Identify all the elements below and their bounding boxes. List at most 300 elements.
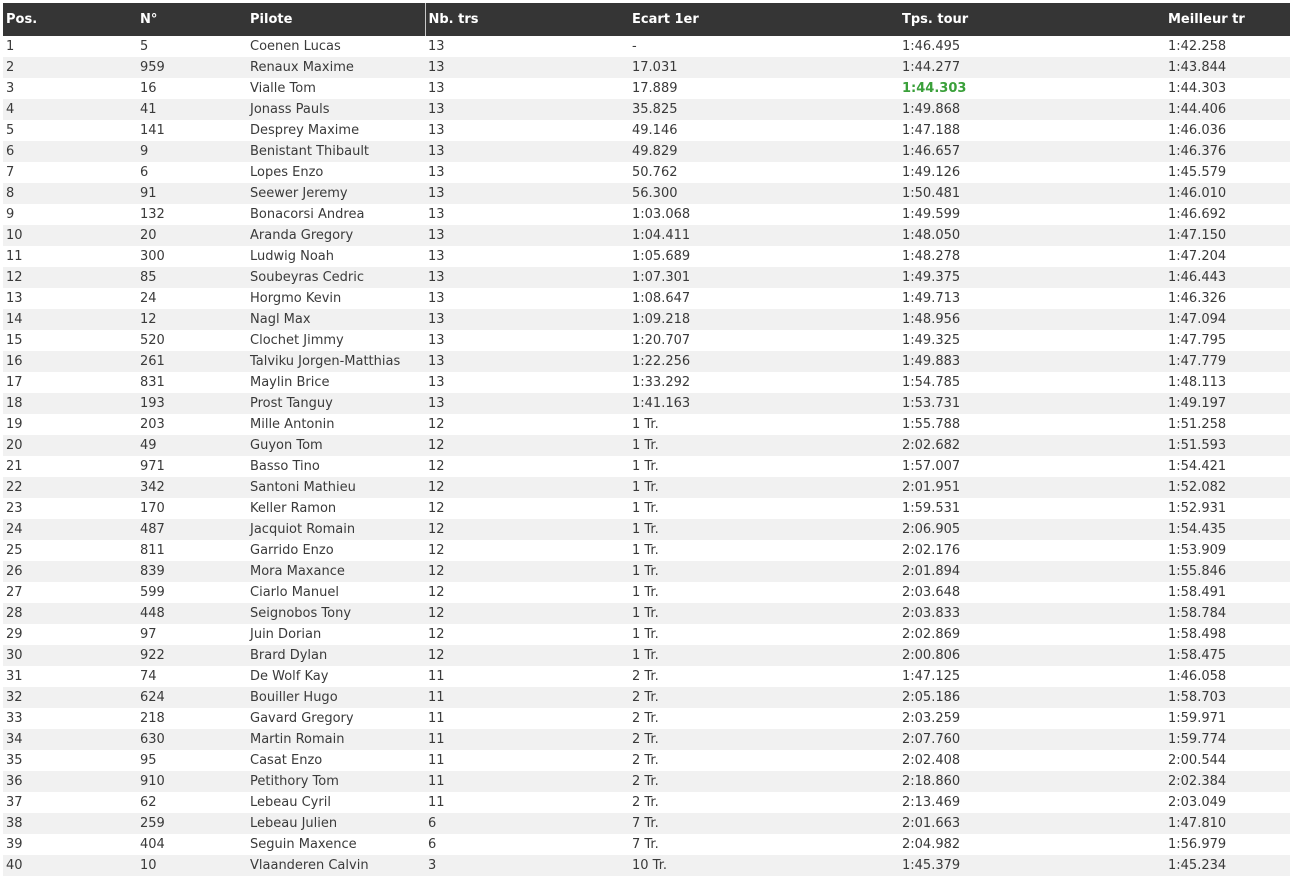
cell-number: 487 [140, 522, 165, 537]
cell-best-lap: 1:59.774 [1168, 732, 1227, 747]
cell-lap-time: 2:05.186 [902, 690, 961, 705]
cell-position: 37 [6, 795, 23, 810]
cell-laps: 11 [428, 795, 445, 810]
cell-best-lap: 2:02.384 [1168, 774, 1227, 789]
cell-best-lap: 1:59.971 [1168, 711, 1227, 726]
cell-laps: 13 [428, 333, 445, 348]
cell-pilot: De Wolf Kay [250, 669, 329, 684]
cell-number: 404 [140, 837, 165, 852]
table-row[interactable] [3, 120, 1290, 141]
cell-gap-to-leader: 50.762 [632, 165, 678, 180]
cell-gap-to-leader: 35.825 [632, 102, 678, 117]
cell-best-lap: 1:58.475 [1168, 648, 1227, 663]
cell-best-lap: 1:51.258 [1168, 417, 1227, 432]
cell-number: 259 [140, 816, 165, 831]
cell-position: 1 [6, 39, 15, 54]
cell-position: 5 [6, 123, 15, 138]
table-row[interactable] [3, 141, 1290, 162]
table-row[interactable] [3, 813, 1290, 834]
cell-best-lap: 1:46.010 [1168, 186, 1227, 201]
cell-position: 13 [6, 291, 23, 306]
cell-lap-time: 2:13.469 [902, 795, 961, 810]
cell-best-lap: 1:48.113 [1168, 375, 1227, 390]
cell-lap-time: 1:49.126 [902, 165, 961, 180]
cell-gap-to-leader: 17.031 [632, 60, 678, 75]
header-laps[interactable]: Nb. trs [428, 12, 479, 27]
cell-best-lap: 1:58.784 [1168, 606, 1227, 621]
cell-pilot: Gavard Gregory [250, 711, 354, 726]
cell-gap-to-leader: 1:05.689 [632, 249, 691, 264]
cell-lap-time: 1:49.713 [902, 291, 961, 306]
cell-lap-time: 2:01.894 [902, 564, 961, 579]
cell-laps: 13 [428, 102, 445, 117]
table-row[interactable] [3, 393, 1290, 414]
cell-best-lap: 1:55.846 [1168, 564, 1227, 579]
table-row[interactable] [3, 288, 1290, 309]
cell-gap-to-leader: 1 Tr. [632, 564, 659, 579]
cell-number: 448 [140, 606, 165, 621]
cell-laps: 11 [428, 690, 445, 705]
cell-number: 193 [140, 396, 165, 411]
cell-number: 16 [140, 81, 157, 96]
table-row[interactable] [3, 246, 1290, 267]
cell-lap-time: 1:49.375 [902, 270, 961, 285]
table-row[interactable] [3, 624, 1290, 645]
cell-number: 218 [140, 711, 165, 726]
cell-position: 35 [6, 753, 23, 768]
cell-pilot: Clochet Jimmy [250, 333, 344, 348]
cell-best-lap: 1:56.979 [1168, 837, 1227, 852]
cell-position: 27 [6, 585, 23, 600]
cell-laps: 13 [428, 354, 445, 369]
cell-position: 30 [6, 648, 23, 663]
cell-number: 97 [140, 627, 157, 642]
cell-number: 971 [140, 459, 165, 474]
table-row[interactable] [3, 183, 1290, 204]
cell-position: 8 [6, 186, 15, 201]
table-row[interactable] [3, 351, 1290, 372]
cell-gap-to-leader: 1 Tr. [632, 585, 659, 600]
cell-laps: 13 [428, 312, 445, 327]
table-row[interactable] [3, 225, 1290, 246]
cell-number: 831 [140, 375, 165, 390]
table-row[interactable] [3, 309, 1290, 330]
cell-gap-to-leader: 1 Tr. [632, 501, 659, 516]
cell-gap-to-leader: 1:08.647 [632, 291, 691, 306]
cell-pilot: Bouiller Hugo [250, 690, 338, 705]
table-row[interactable] [3, 687, 1290, 708]
table-row[interactable] [3, 750, 1290, 771]
cell-pilot: Lebeau Julien [250, 816, 338, 831]
table-row[interactable] [3, 414, 1290, 435]
cell-number: 170 [140, 501, 165, 516]
cell-best-lap: 1:43.844 [1168, 60, 1227, 75]
cell-laps: 6 [428, 837, 437, 852]
header-lap-time[interactable]: Tps. tour [902, 12, 969, 27]
cell-lap-time: 1:49.868 [902, 102, 961, 117]
cell-lap-time: 2:03.648 [902, 585, 961, 600]
cell-pilot: Jonass Pauls [250, 102, 330, 117]
cell-pilot: Prost Tanguy [250, 396, 333, 411]
cell-number: 74 [140, 669, 157, 684]
cell-pilot: Brard Dylan [250, 648, 328, 663]
cell-pilot: Desprey Maxime [250, 123, 360, 138]
table-row[interactable] [3, 36, 1290, 57]
table-row[interactable] [3, 78, 1290, 99]
cell-lap-time: 1:57.007 [902, 459, 961, 474]
cell-gap-to-leader: 1:09.218 [632, 312, 691, 327]
cell-position: 14 [6, 312, 23, 327]
cell-laps: 13 [428, 375, 445, 390]
cell-best-lap: 1:46.376 [1168, 144, 1227, 159]
table-row[interactable] [3, 771, 1290, 792]
cell-lap-time: 2:01.951 [902, 480, 961, 495]
cell-laps: 6 [428, 816, 437, 831]
cell-lap-time: 2:02.869 [902, 627, 961, 642]
header-row [3, 3, 1290, 36]
cell-best-lap: 1:46.326 [1168, 291, 1227, 306]
table-row[interactable] [3, 267, 1290, 288]
table-row[interactable] [3, 582, 1290, 603]
cell-position: 21 [6, 459, 23, 474]
table-row[interactable] [3, 456, 1290, 477]
cell-number: 624 [140, 690, 165, 705]
cell-lap-time: 1:47.188 [902, 123, 961, 138]
cell-gap-to-leader: 49.146 [632, 123, 678, 138]
cell-gap-to-leader: 10 Tr. [632, 858, 667, 873]
cell-pilot: Keller Ramon [250, 501, 337, 516]
table-body [3, 36, 1290, 876]
cell-pilot: Petithory Tom [250, 774, 339, 789]
cell-pilot: Guyon Tom [250, 438, 323, 453]
cell-pilot: Ludwig Noah [250, 249, 335, 264]
cell-gap-to-leader: 2 Tr. [632, 795, 659, 810]
cell-pilot: Aranda Gregory [250, 228, 354, 243]
cell-position: 10 [6, 228, 23, 243]
cell-laps: 12 [428, 648, 445, 663]
race-results-table [3, 3, 1290, 876]
cell-laps: 13 [428, 186, 445, 201]
cell-lap-time: 1:49.599 [902, 207, 961, 222]
cell-laps: 11 [428, 732, 445, 747]
cell-gap-to-leader: 2 Tr. [632, 732, 659, 747]
cell-pilot: Maylin Brice [250, 375, 330, 390]
cell-pilot: Juin Dorian [250, 627, 322, 642]
cell-position: 26 [6, 564, 23, 579]
cell-lap-time: 1:47.125 [902, 669, 961, 684]
cell-lap-time: 1:54.785 [902, 375, 961, 390]
cell-pilot: Benistant Thibault [250, 144, 370, 159]
cell-number: 24 [140, 291, 157, 306]
cell-position: 12 [6, 270, 23, 285]
cell-laps: 13 [428, 291, 445, 306]
header-gap-to-leader[interactable]: Ecart 1er [632, 12, 699, 27]
cell-laps: 13 [428, 165, 445, 180]
cell-number: 922 [140, 648, 165, 663]
cell-best-lap: 1:42.258 [1168, 39, 1227, 54]
table-row[interactable] [3, 666, 1290, 687]
table-row[interactable] [3, 372, 1290, 393]
cell-number: 839 [140, 564, 165, 579]
table-row[interactable] [3, 645, 1290, 666]
cell-lap-time: 1:44.303 [902, 81, 967, 96]
cell-best-lap: 1:52.931 [1168, 501, 1227, 516]
cell-laps: 11 [428, 669, 445, 684]
cell-gap-to-leader: 49.829 [632, 144, 678, 159]
cell-gap-to-leader: 2 Tr. [632, 669, 659, 684]
table-row[interactable] [3, 204, 1290, 225]
cell-position: 18 [6, 396, 23, 411]
cell-best-lap: 2:03.049 [1168, 795, 1227, 810]
cell-pilot: Seewer Jeremy [250, 186, 348, 201]
header-position[interactable]: Pos. [6, 12, 38, 27]
cell-pilot: Santoni Mathieu [250, 480, 356, 495]
cell-best-lap: 1:52.082 [1168, 480, 1227, 495]
cell-lap-time: 2:02.408 [902, 753, 961, 768]
cell-laps: 13 [428, 123, 445, 138]
cell-gap-to-leader: 1:03.068 [632, 207, 691, 222]
cell-gap-to-leader: 1 Tr. [632, 648, 659, 663]
cell-best-lap: 1:51.593 [1168, 438, 1227, 453]
cell-best-lap: 1:46.692 [1168, 207, 1227, 222]
cell-gap-to-leader: 2 Tr. [632, 690, 659, 705]
cell-laps: 13 [428, 144, 445, 159]
table-row[interactable] [3, 330, 1290, 351]
cell-number: 132 [140, 207, 165, 222]
cell-best-lap: 1:54.435 [1168, 522, 1227, 537]
cell-pilot: Talviku Jorgen-Matthias [250, 354, 401, 369]
cell-pilot: Lebeau Cyril [250, 795, 331, 810]
cell-number: 85 [140, 270, 157, 285]
cell-gap-to-leader: 1:04.411 [632, 228, 691, 243]
cell-lap-time: 1:55.788 [902, 417, 961, 432]
cell-pilot: Nagl Max [250, 312, 311, 327]
cell-gap-to-leader: 1 Tr. [632, 606, 659, 621]
cell-pilot: Coenen Lucas [250, 39, 341, 54]
cell-laps: 11 [428, 774, 445, 789]
cell-lap-time: 2:03.833 [902, 606, 961, 621]
cell-laps: 3 [428, 858, 437, 873]
header-pilot[interactable]: Pilote [247, 3, 425, 36]
table-row[interactable] [3, 519, 1290, 540]
table-row[interactable] [3, 792, 1290, 813]
cell-laps: 13 [428, 60, 445, 75]
cell-laps: 13 [428, 270, 445, 285]
cell-pilot: Martin Romain [250, 732, 345, 747]
cell-gap-to-leader: 1:20.707 [632, 333, 691, 348]
table-row[interactable] [3, 435, 1290, 456]
cell-position: 32 [6, 690, 23, 705]
cell-position: 29 [6, 627, 23, 642]
cell-position: 20 [6, 438, 23, 453]
cell-best-lap: 1:47.810 [1168, 816, 1227, 831]
cell-laps: 12 [428, 627, 445, 642]
cell-position: 38 [6, 816, 23, 831]
cell-gap-to-leader: - [632, 39, 637, 54]
cell-pilot: Mora Maxance [250, 564, 345, 579]
cell-laps: 13 [428, 396, 445, 411]
cell-best-lap: 1:45.234 [1168, 858, 1227, 873]
table-row[interactable] [3, 498, 1290, 519]
cell-best-lap: 1:47.150 [1168, 228, 1227, 243]
cell-best-lap: 1:45.579 [1168, 165, 1227, 180]
cell-number: 811 [140, 543, 165, 558]
table-row[interactable] [3, 99, 1290, 120]
cell-laps: 13 [428, 39, 445, 54]
cell-position: 9 [6, 207, 15, 222]
table-row[interactable] [3, 561, 1290, 582]
cell-gap-to-leader: 1 Tr. [632, 438, 659, 453]
cell-best-lap: 1:53.909 [1168, 543, 1227, 558]
cell-best-lap: 1:58.498 [1168, 627, 1227, 642]
cell-position: 2 [6, 60, 15, 75]
cell-lap-time: 1:46.495 [902, 39, 961, 54]
cell-number: 49 [140, 438, 157, 453]
cell-pilot: Casat Enzo [250, 753, 323, 768]
cell-position: 16 [6, 354, 23, 369]
cell-best-lap: 2:00.544 [1168, 753, 1227, 768]
table-row[interactable] [3, 57, 1290, 78]
cell-gap-to-leader: 7 Tr. [632, 837, 659, 852]
cell-number: 203 [140, 417, 165, 432]
cell-number: 10 [140, 858, 157, 873]
cell-lap-time: 1:48.956 [902, 312, 961, 327]
table-row[interactable] [3, 708, 1290, 729]
table-row[interactable] [3, 834, 1290, 855]
cell-position: 31 [6, 669, 23, 684]
cell-laps: 12 [428, 564, 445, 579]
cell-best-lap: 1:54.421 [1168, 459, 1227, 474]
cell-position: 36 [6, 774, 23, 789]
cell-gap-to-leader: 1 Tr. [632, 480, 659, 495]
cell-laps: 13 [428, 207, 445, 222]
table-row[interactable] [3, 729, 1290, 750]
cell-pilot: Seignobos Tony [250, 606, 352, 621]
cell-number: 630 [140, 732, 165, 747]
race-results-table-container [3, 3, 1290, 877]
table-row[interactable] [3, 855, 1290, 876]
cell-position: 6 [6, 144, 15, 159]
cell-number: 141 [140, 123, 165, 138]
cell-lap-time: 2:18.860 [902, 774, 961, 789]
cell-lap-time: 1:45.379 [902, 858, 961, 873]
cell-position: 7 [6, 165, 15, 180]
cell-gap-to-leader: 17.889 [632, 81, 678, 96]
cell-lap-time: 2:02.682 [902, 438, 961, 453]
cell-laps: 12 [428, 501, 445, 516]
cell-pilot: Ciarlo Manuel [250, 585, 339, 600]
cell-number: 20 [140, 228, 157, 243]
table-row[interactable] [3, 162, 1290, 183]
cell-lap-time: 2:02.176 [902, 543, 961, 558]
cell-lap-time: 1:44.277 [902, 60, 961, 75]
cell-number: 41 [140, 102, 157, 117]
cell-lap-time: 2:01.663 [902, 816, 961, 831]
cell-lap-time: 1:59.531 [902, 501, 961, 516]
cell-best-lap: 1:46.443 [1168, 270, 1227, 285]
cell-pilot: Seguin Maxence [250, 837, 357, 852]
cell-lap-time: 1:46.657 [902, 144, 961, 159]
cell-position: 22 [6, 480, 23, 495]
cell-lap-time: 2:00.806 [902, 648, 961, 663]
cell-pilot: Jacquiot Romain [250, 522, 356, 537]
cell-position: 19 [6, 417, 23, 432]
cell-position: 33 [6, 711, 23, 726]
cell-gap-to-leader: 1:07.301 [632, 270, 691, 285]
cell-laps: 11 [428, 753, 445, 768]
cell-lap-time: 1:53.731 [902, 396, 961, 411]
header-number[interactable]: N° [140, 12, 158, 27]
cell-position: 34 [6, 732, 23, 747]
cell-laps: 11 [428, 711, 445, 726]
table-row[interactable] [3, 540, 1290, 561]
cell-pilot: Soubeyras Cedric [250, 270, 365, 285]
cell-pilot: Lopes Enzo [250, 165, 324, 180]
cell-laps: 13 [428, 228, 445, 243]
cell-gap-to-leader: 2 Tr. [632, 774, 659, 789]
cell-lap-time: 1:48.050 [902, 228, 961, 243]
cell-pilot: Bonacorsi Andrea [250, 207, 365, 222]
cell-best-lap: 1:47.779 [1168, 354, 1227, 369]
cell-lap-time: 2:04.982 [902, 837, 961, 852]
cell-laps: 12 [428, 417, 445, 432]
cell-position: 39 [6, 837, 23, 852]
header-best-lap[interactable]: Meilleur tr [1168, 12, 1245, 27]
cell-number: 959 [140, 60, 165, 75]
cell-lap-time: 1:49.883 [902, 354, 961, 369]
cell-number: 62 [140, 795, 157, 810]
cell-position: 24 [6, 522, 23, 537]
cell-gap-to-leader: 1:41.163 [632, 396, 691, 411]
cell-number: 9 [140, 144, 149, 159]
cell-best-lap: 1:47.204 [1168, 249, 1227, 264]
table-row[interactable] [3, 603, 1290, 624]
cell-number: 261 [140, 354, 165, 369]
cell-number: 5 [140, 39, 149, 54]
cell-best-lap: 1:46.036 [1168, 123, 1227, 138]
cell-laps: 12 [428, 438, 445, 453]
cell-position: 23 [6, 501, 23, 516]
cell-pilot: Garrido Enzo [250, 543, 334, 558]
cell-lap-time: 2:03.259 [902, 711, 961, 726]
cell-gap-to-leader: 2 Tr. [632, 711, 659, 726]
cell-pilot: Basso Tino [250, 459, 320, 474]
cell-gap-to-leader: 56.300 [632, 186, 678, 201]
table-row[interactable] [3, 477, 1290, 498]
cell-lap-time: 1:49.325 [902, 333, 961, 348]
cell-laps: 13 [428, 249, 445, 264]
cell-gap-to-leader: 1 Tr. [632, 627, 659, 642]
cell-position: 15 [6, 333, 23, 348]
cell-position: 11 [6, 249, 23, 264]
cell-lap-time: 1:48.278 [902, 249, 961, 264]
cell-laps: 12 [428, 543, 445, 558]
cell-gap-to-leader: 1 Tr. [632, 417, 659, 432]
cell-gap-to-leader: 1 Tr. [632, 543, 659, 558]
cell-lap-time: 1:50.481 [902, 186, 961, 201]
cell-pilot: Horgmo Kevin [250, 291, 342, 306]
cell-position: 25 [6, 543, 23, 558]
cell-number: 12 [140, 312, 157, 327]
cell-position: 3 [6, 81, 15, 96]
cell-gap-to-leader: 1:33.292 [632, 375, 691, 390]
cell-gap-to-leader: 1 Tr. [632, 522, 659, 537]
cell-laps: 12 [428, 522, 445, 537]
cell-laps: 12 [428, 459, 445, 474]
cell-position: 4 [6, 102, 15, 117]
cell-lap-time: 2:06.905 [902, 522, 961, 537]
cell-number: 91 [140, 186, 157, 201]
